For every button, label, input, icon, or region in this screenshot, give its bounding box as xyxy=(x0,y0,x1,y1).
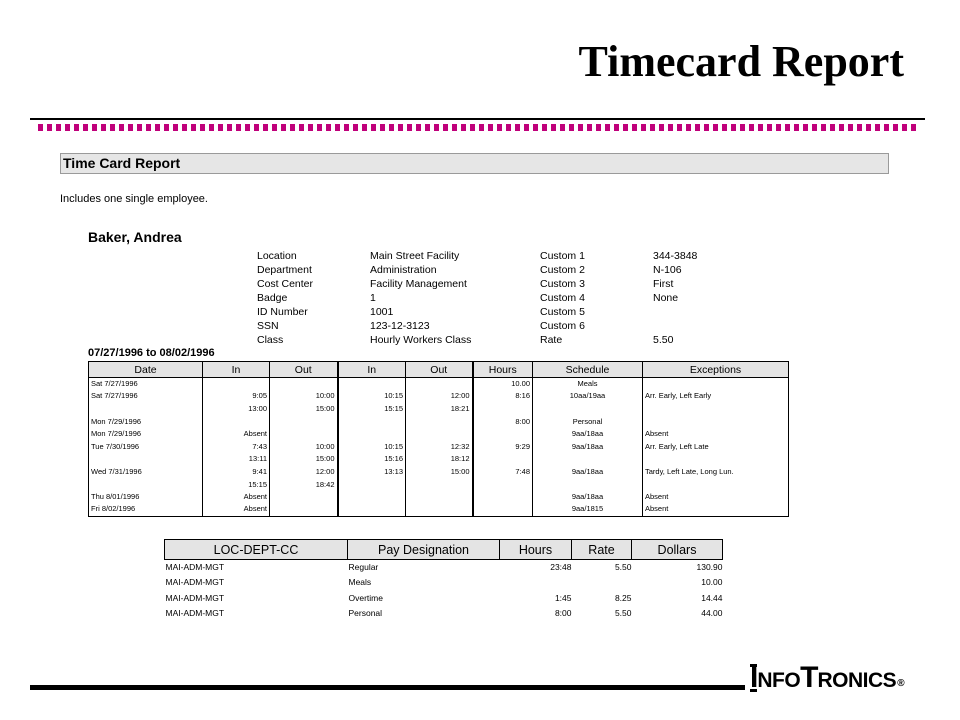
custom-value: 5.50 xyxy=(653,334,674,346)
timecard-cell xyxy=(643,378,789,391)
timecard-cell: 9aa/18aa xyxy=(533,466,643,479)
timecard-cell xyxy=(643,415,789,428)
custom-label: Custom 4 xyxy=(540,292,585,304)
timecard-row xyxy=(89,466,789,479)
info-label: Badge xyxy=(257,292,288,304)
timecard-cell: Sat 7/27/1996 xyxy=(89,378,203,391)
timecard-cell: 13:13 xyxy=(338,466,406,479)
timecard-cell xyxy=(643,453,789,466)
infotronics-logo: I NFO T RONICS ® xyxy=(750,661,905,694)
pay-cell: 1:45 xyxy=(554,592,572,603)
timecard-cell: 15:00 xyxy=(270,403,338,416)
info-value: 1001 xyxy=(370,306,394,318)
timecard-cell: Absent xyxy=(643,491,789,504)
timecard-cell xyxy=(338,415,406,428)
pay-row xyxy=(165,560,723,576)
custom-label: Custom 1 xyxy=(540,250,585,262)
timecard-cell: 18:42 xyxy=(270,478,338,491)
custom-label: Custom 6 xyxy=(540,320,585,332)
timecard-column-header: Hours xyxy=(473,362,533,378)
timecard-cell: 8:00 xyxy=(473,415,533,428)
pay-cell: 130.90 xyxy=(696,562,723,572)
info-label: SSN xyxy=(257,320,279,332)
timecard-cell: Personal xyxy=(533,415,643,428)
timecard-cell: Absent xyxy=(643,428,789,441)
timecard-cell: 9aa/18aa xyxy=(533,428,643,441)
timecard-cell: 15:00 xyxy=(406,466,473,479)
timecard-cell xyxy=(203,415,270,428)
custom-value: N-106 xyxy=(653,264,682,276)
info-value: Facility Management xyxy=(370,278,467,290)
timecard-row xyxy=(89,378,789,391)
timecard-cell: 9:41 xyxy=(203,466,270,479)
timecard-row xyxy=(89,453,789,466)
timecard-cell: Thu 8/01/1996 xyxy=(89,491,203,504)
custom-value: None xyxy=(653,292,679,304)
timecard-row xyxy=(89,415,789,428)
timecard-cell xyxy=(270,503,338,516)
timecard-column-header: In xyxy=(338,362,406,378)
timecard-cell xyxy=(338,491,406,504)
pay-column-header: Hours xyxy=(500,540,572,560)
timecard-cell: Absent xyxy=(203,428,270,441)
pay-column-header: Pay Designation xyxy=(348,540,500,560)
timecard-row xyxy=(89,478,789,491)
info-label: Class xyxy=(257,334,284,346)
timecard-cell xyxy=(473,453,533,466)
report-header-bar: Time Card Report xyxy=(60,153,889,174)
custom-value xyxy=(653,319,733,333)
timecard-cell xyxy=(473,403,533,416)
timecard-cell: 9aa/18aa xyxy=(533,491,643,504)
timecard-cell: 12:32 xyxy=(406,440,473,453)
custom-label: Custom 2 xyxy=(540,264,585,276)
timecard-cell xyxy=(533,478,643,491)
timecard-row xyxy=(89,390,789,403)
custom-label: Custom 3 xyxy=(540,278,585,290)
timecard-cell xyxy=(406,428,473,441)
pay-summary-table xyxy=(164,539,723,622)
timecard-cell: 10:15 xyxy=(338,390,406,403)
timecard-cell xyxy=(473,491,533,504)
timecard-row xyxy=(89,428,789,441)
timecard-cell xyxy=(643,403,789,416)
pay-cell: Personal xyxy=(348,608,383,619)
custom-value xyxy=(653,305,733,319)
timecard-cell: 10:00 xyxy=(270,390,338,403)
timecard-cell xyxy=(406,478,473,491)
pay-column-header: Dollars xyxy=(632,540,723,560)
timecard-table xyxy=(88,361,789,517)
timecard-cell: Absent xyxy=(643,503,789,516)
timecard-cell xyxy=(270,491,338,504)
timecard-cell: Wed 7/31/1996 xyxy=(89,466,203,479)
info-value: Main Street Facility xyxy=(370,250,460,262)
timecard-cell: Mon 7/29/1996 xyxy=(89,428,203,441)
timecard-cell: 9aa/18aa xyxy=(533,440,643,453)
pay-cell: MAI-ADM-MGT xyxy=(165,608,225,619)
info-value: Hourly Workers Class xyxy=(370,334,472,346)
timecard-cell: Absent xyxy=(203,503,270,516)
timecard-cell xyxy=(406,491,473,504)
timecard-cell xyxy=(338,378,406,391)
timecard-row xyxy=(89,491,789,504)
pay-row xyxy=(165,575,723,591)
pay-cell: 8.25 xyxy=(614,592,632,603)
pay-cell: MAI-ADM-MGT xyxy=(165,562,225,572)
info-value: 1 xyxy=(370,292,376,304)
timecard-column-header: Out xyxy=(270,362,338,378)
info-label: Cost Center xyxy=(257,278,314,290)
pay-cell xyxy=(500,575,572,591)
timecard-column-header: In xyxy=(203,362,270,378)
timecard-cell: Absent xyxy=(203,491,270,504)
timecard-cell xyxy=(338,428,406,441)
pay-cell: 14.44 xyxy=(701,592,723,603)
pay-row xyxy=(165,591,723,607)
timecard-cell: 13:00 xyxy=(203,403,270,416)
pay-cell: 5.50 xyxy=(614,562,632,572)
timecard-cell: Sat 7/27/1996 xyxy=(89,390,203,403)
timecard-cell: 18:12 xyxy=(406,453,473,466)
report-subtitle: Includes one single employee. xyxy=(60,193,208,205)
info-label: Department xyxy=(257,264,312,276)
pay-cell: Overtime xyxy=(348,592,383,603)
info-label: ID Number xyxy=(257,306,308,318)
timecard-row xyxy=(89,503,789,516)
pay-cell: 8:00 xyxy=(554,608,572,619)
timecard-cell xyxy=(643,478,789,491)
pay-cell: 5.50 xyxy=(614,608,632,619)
timecard-cell xyxy=(338,478,406,491)
custom-label: Rate xyxy=(540,334,563,346)
timecard-row xyxy=(89,403,789,416)
custom-label: Custom 5 xyxy=(540,306,585,318)
pay-cell: Regular xyxy=(348,562,379,572)
pay-cell: 10.00 xyxy=(701,577,723,588)
timecard-cell: Arr. Early, Left Early xyxy=(643,390,789,403)
timecard-cell xyxy=(89,478,203,491)
info-value: Administration xyxy=(370,264,437,276)
timecard-cell xyxy=(89,403,203,416)
date-range: 07/27/1996 to 08/02/1996 xyxy=(88,347,215,359)
pay-cell: MAI-ADM-MGT xyxy=(165,577,225,588)
timecard-cell: 13:11 xyxy=(203,453,270,466)
custom-value: First xyxy=(653,278,674,290)
timecard-cell: 10:00 xyxy=(270,440,338,453)
timecard-cell: 10aa/19aa xyxy=(533,390,643,403)
timecard-cell: Fri 8/02/1996 xyxy=(89,503,203,516)
pay-cell: 44.00 xyxy=(701,608,723,619)
timecard-cell xyxy=(473,478,533,491)
timecard-cell: Mon 7/29/1996 xyxy=(89,415,203,428)
employee-info-grid xyxy=(257,249,733,347)
timecard-column-header: Out xyxy=(406,362,473,378)
timecard-cell: Tardy, Left Late, Long Lun. xyxy=(643,466,789,479)
pay-cell: Meals xyxy=(348,577,372,588)
footer-divider xyxy=(30,685,745,690)
timecard-column-header: Schedule xyxy=(533,362,643,378)
timecard-cell: 15:16 xyxy=(338,453,406,466)
timecard-cell: 12:00 xyxy=(406,390,473,403)
pay-cell: 23:48 xyxy=(550,562,572,572)
timecard-cell: Arr. Early, Left Late xyxy=(643,440,789,453)
timecard-cell: 15:15 xyxy=(338,403,406,416)
timecard-cell: 9:29 xyxy=(473,440,533,453)
timecard-cell: 7:43 xyxy=(203,440,270,453)
pay-column-header: Rate xyxy=(572,540,632,560)
timecard-column-header: Exceptions xyxy=(643,362,789,378)
timecard-cell: 15:00 xyxy=(270,453,338,466)
timecard-cell xyxy=(406,503,473,516)
timecard-cell: 12:00 xyxy=(270,466,338,479)
timecard-cell xyxy=(270,415,338,428)
timecard-cell xyxy=(533,453,643,466)
dotted-divider xyxy=(38,124,918,131)
timecard-cell: 9aa/1815 xyxy=(533,503,643,516)
pay-cell xyxy=(572,575,632,591)
timecard-cell xyxy=(89,453,203,466)
timecard-cell xyxy=(473,428,533,441)
info-value: 123-12-3123 xyxy=(370,320,430,332)
timecard-cell: 7:48 xyxy=(473,466,533,479)
timecard-row xyxy=(89,440,789,453)
timecard-cell: 18:21 xyxy=(406,403,473,416)
timecard-cell xyxy=(533,403,643,416)
timecard-cell: Meals xyxy=(533,378,643,391)
timecard-cell xyxy=(270,428,338,441)
timecard-cell xyxy=(406,378,473,391)
timecard-column-header: Date xyxy=(89,362,203,378)
title-divider xyxy=(30,118,925,120)
slide-title: Timecard Report xyxy=(578,37,904,86)
timecard-cell xyxy=(473,503,533,516)
pay-row xyxy=(165,606,723,622)
timecard-cell: 10.00 xyxy=(473,378,533,391)
timecard-cell: 9:05 xyxy=(203,390,270,403)
timecard-cell xyxy=(203,378,270,391)
timecard-cell xyxy=(338,503,406,516)
timecard-cell: 8:16 xyxy=(473,390,533,403)
timecard-cell xyxy=(270,378,338,391)
timecard-cell: 10:15 xyxy=(338,440,406,453)
info-label: Location xyxy=(257,250,297,262)
pay-cell: MAI-ADM-MGT xyxy=(165,592,225,603)
timecard-cell xyxy=(406,415,473,428)
custom-value: 344-3848 xyxy=(653,250,698,262)
pay-column-header: LOC-DEPT-CC xyxy=(165,540,348,560)
timecard-cell: 15:15 xyxy=(203,478,270,491)
employee-name: Baker, Andrea xyxy=(88,229,182,245)
timecard-cell: Tue 7/30/1996 xyxy=(89,440,203,453)
